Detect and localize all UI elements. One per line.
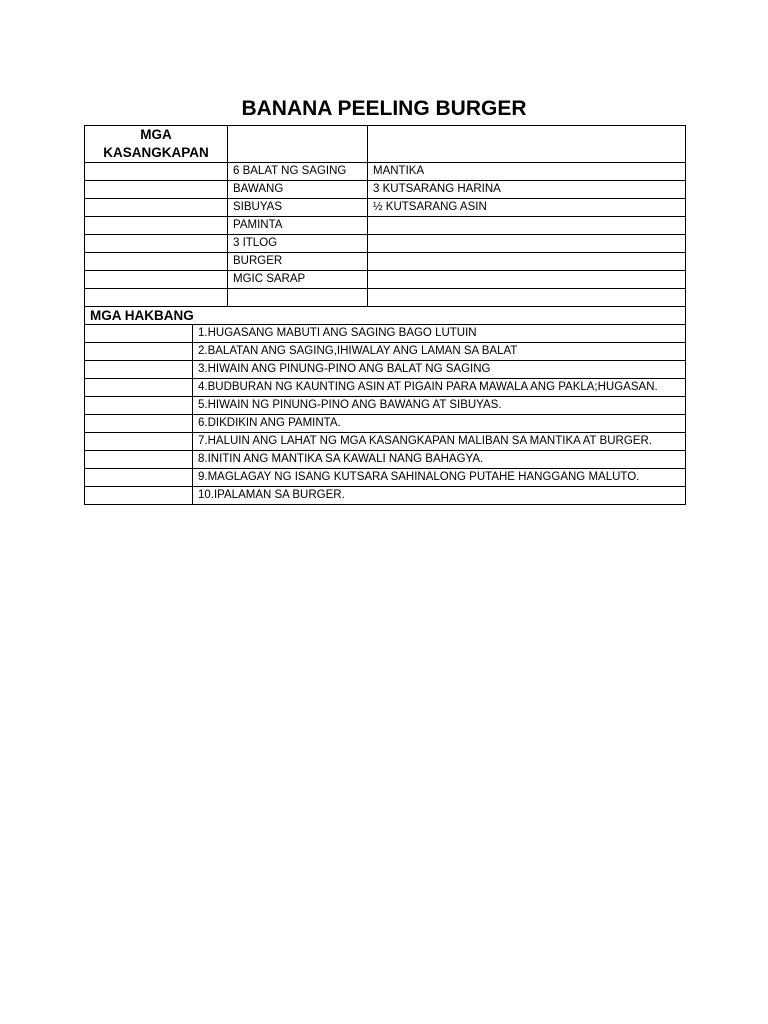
- ingredients-list: [85, 163, 686, 307]
- empty-cell: [85, 199, 228, 217]
- ingredient-extra: ½ KUTSARANG ASIN: [368, 199, 686, 217]
- empty-cell: [85, 343, 193, 361]
- ingredient-item: PAMINTA: [228, 217, 368, 235]
- step-row: [85, 451, 686, 469]
- ingredient-extra: 3 KUTSARANG HARINA: [368, 181, 686, 199]
- empty-cell: [85, 379, 193, 397]
- empty-cell: [85, 289, 228, 307]
- ingredient-row: [85, 271, 686, 289]
- steps-header-row: [85, 307, 686, 325]
- empty-cell: [85, 361, 193, 379]
- empty-cell: [85, 217, 228, 235]
- ingredient-row: [85, 199, 686, 217]
- ingredient-row: [85, 163, 686, 181]
- empty-cell: [85, 181, 228, 199]
- step-row: [85, 361, 686, 379]
- step-text: 7.HALUIN ANG LAHAT NG MGA KASANGKAPAN MALIBAN SA MANTIKA AT BURGER.: [193, 433, 686, 451]
- step-text: 8.INITIN ANG MANTIKA SA KAWALI NANG BAHAGYA.: [193, 451, 686, 469]
- recipe-table: [84, 125, 686, 505]
- step-row: [85, 415, 686, 433]
- step-row: [85, 397, 686, 415]
- ingredient-item: BAWANG: [228, 181, 368, 199]
- ingredient-extra: [368, 235, 686, 253]
- empty-cell: [85, 415, 193, 433]
- empty-cell: [85, 271, 228, 289]
- step-row: [85, 379, 686, 397]
- ingredient-row: [85, 181, 686, 199]
- ingredients-header-row: [85, 126, 686, 163]
- step-row: [85, 487, 686, 505]
- step-row: [85, 325, 686, 343]
- step-text: 1.HUGASANG MABUTI ANG SAGING BAGO LUTUIN: [193, 325, 686, 343]
- empty-cell: [85, 235, 228, 253]
- ingredient-extra: MANTIKA: [368, 163, 686, 181]
- empty-cell: [368, 126, 686, 163]
- ingredient-row: [85, 235, 686, 253]
- ingredient-item: MGIC SARAP: [228, 271, 368, 289]
- empty-cell: [85, 163, 228, 181]
- step-text: 5.HIWAIN NG PINUNG-PINO ANG BAWANG AT SIBUYAS.: [193, 397, 686, 415]
- step-text: 3.HIWAIN ANG PINUNG-PINO ANG BALAT NG SAGING: [193, 361, 686, 379]
- ingredient-item: 6 BALAT NG SAGING: [228, 163, 368, 181]
- ingredient-row: [85, 253, 686, 271]
- ingredient-extra: [368, 271, 686, 289]
- steps-list: [85, 325, 686, 505]
- ingredients-header: MGA KASANGKAPAN: [85, 126, 228, 163]
- ingredient-extra: [368, 253, 686, 271]
- empty-cell: [85, 433, 193, 451]
- step-row: [85, 433, 686, 451]
- empty-cell: [85, 397, 193, 415]
- ingredient-item: [228, 289, 368, 307]
- empty-cell: [228, 126, 368, 163]
- ingredient-item: SIBUYAS: [228, 199, 368, 217]
- step-row: [85, 469, 686, 487]
- ingredient-extra: [368, 289, 686, 307]
- step-text: 4.BUDBURAN NG KAUNTING ASIN AT PIGAIN PARA MAWALA ANG PAKLA;HUGASAN.: [193, 379, 686, 397]
- steps-header: MGA HAKBANG: [85, 307, 686, 325]
- ingredient-item: 3 ITLOG: [228, 235, 368, 253]
- step-text: 9.MAGLAGAY NG ISANG KUTSARA SAHINALONG PUTAHE HANGGANG MALUTO.: [193, 469, 686, 487]
- empty-cell: [85, 469, 193, 487]
- empty-cell: [85, 487, 193, 505]
- ingredient-row: [85, 217, 686, 235]
- ingredient-extra: [368, 217, 686, 235]
- empty-cell: [85, 253, 228, 271]
- empty-cell: [85, 325, 193, 343]
- ingredient-row: [85, 289, 686, 307]
- step-row: [85, 343, 686, 361]
- empty-cell: [85, 451, 193, 469]
- document-title: BANANA PEELING BURGER: [241, 97, 527, 120]
- step-text: 6.DIKDIKIN ANG PAMINTA.: [193, 415, 686, 433]
- ingredient-item: BURGER: [228, 253, 368, 271]
- step-text: 2.BALATAN ANG SAGING,IHIWALAY ANG LAMAN SA BALAT: [193, 343, 686, 361]
- step-text: 10.IPALAMAN SA BURGER.: [193, 487, 686, 505]
